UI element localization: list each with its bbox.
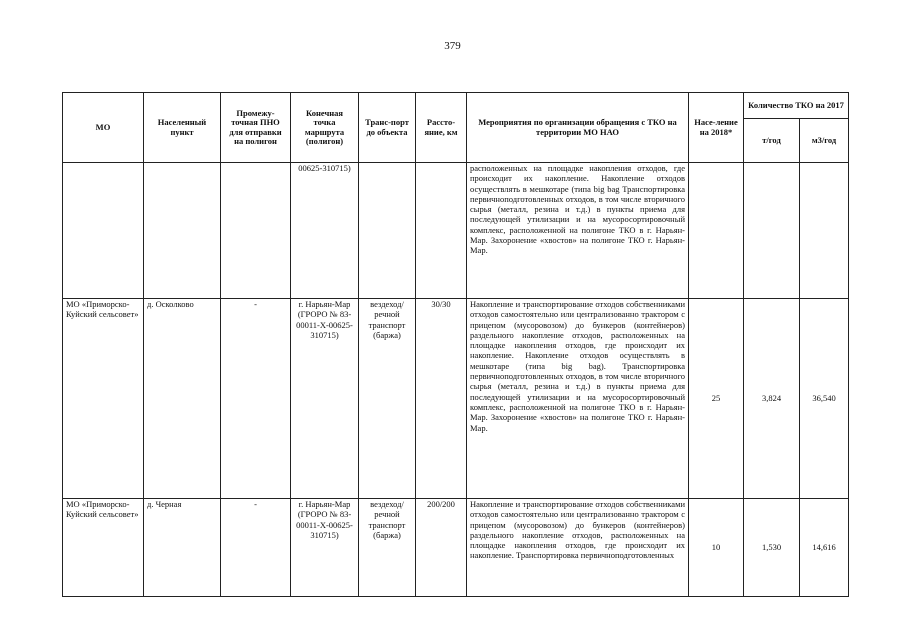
cell-transport: вездеход/ речной транспорт (баржа) bbox=[359, 299, 416, 499]
cell-tons: 3,824 bbox=[744, 299, 800, 499]
cell-distance bbox=[416, 163, 467, 299]
header-measures: Мероприятия по организации обращения с ТКО на территории МО НАО bbox=[467, 93, 689, 163]
cell-settlement bbox=[144, 163, 221, 299]
cell-measures: Накопление и транспортирование отходов собственниками отходов самостоятельно или централизованно трактором с прицепом (мусоровозом) до бункеров (контейнеров) раздельного накопление отходов, расположенных на площадке накопления отходов, где происходит их накопление. Накопление отходов осуществлять в мешкотаре (типа big bag). Транспортировка первичноподготовленных отходов, в том числе вторичного сырья (металл, резина и т.д.) в пункты приема для последующей утилизации и на мусоросортировочный комплекс, расположенной на полигоне ТКО в г. Нарьян-Мар. Захоронение «хвостов» на полигоне ТКО г. Нарьян-Мар. bbox=[467, 299, 689, 499]
cell-transport: вездеход/ речной транспорт (баржа) bbox=[359, 499, 416, 597]
header-tons: т/год bbox=[744, 119, 800, 163]
cell-population: 10 bbox=[689, 499, 744, 597]
cell-endpoint: 00625-310715) bbox=[291, 163, 359, 299]
cell-tons bbox=[744, 163, 800, 299]
cell-endpoint: г. Нарьян-Мар (ГРОРО № 83-00011-Х-00625-310715) bbox=[291, 299, 359, 499]
header-population: Насе-ление на 2018* bbox=[689, 93, 744, 163]
cell-mo: МО «Приморско-Куйский сельсовет» bbox=[63, 499, 144, 597]
cell-m3 bbox=[800, 163, 849, 299]
cell-mo: МО «Приморско-Куйский сельсовет» bbox=[63, 299, 144, 499]
cell-settlement: д. Черная bbox=[144, 499, 221, 597]
cell-intermediate: - bbox=[221, 499, 291, 597]
header-endpoint: Конечная точка маршрута (полигон) bbox=[291, 93, 359, 163]
cell-population bbox=[689, 163, 744, 299]
cell-endpoint: г. Нарьян-Мар (ГРОРО № 83-00011-Х-00625-310715) bbox=[291, 499, 359, 597]
cell-measures: расположенных на площадке накопления отходов, где происходит их накопление. Накопление отходов осуществлять в мешкотаре (типа big bag Транспортировка первичноподготовленных отходов, в том числе вторичного сырья (металл, резина и т.д.) в пункты приема для последующей утилизации и на мусоросортировочный комплекс, расположенной на полигоне ТКО в г. Нарьян-Мар. Захоронение «хвостов» на полигоне ТКО г. Нарьян-Мар. bbox=[467, 163, 689, 299]
page-number: 379 bbox=[444, 40, 461, 52]
cell-population: 25 bbox=[689, 299, 744, 499]
header-transport: Транс-порт до объекта bbox=[359, 93, 416, 163]
header-quantity: Количество ТКО на 2017 bbox=[744, 93, 849, 119]
header-row bbox=[63, 93, 849, 119]
header-intermediate: Промежу-точная ПНО для отправки на полигон bbox=[221, 93, 291, 163]
cell-m3: 36,540 bbox=[800, 299, 849, 499]
header-mo: МО bbox=[63, 93, 144, 163]
table-row bbox=[63, 299, 849, 499]
cell-distance: 30/30 bbox=[416, 299, 467, 499]
cell-settlement: д. Осколково bbox=[144, 299, 221, 499]
cell-measures: Накопление и транспортирование отходов собственниками отходов самостоятельно или централизованно трактором с прицепом (мусоровозом) до бункеров (контейнеров) раздельного накопление отходов, расположенных на площадке накопления отходов, где происходит их накопление. Транспортировка первичноподготовленных bbox=[467, 499, 689, 597]
tko-table bbox=[62, 92, 849, 597]
cell-tons: 1,530 bbox=[744, 499, 800, 597]
header-settlement: Населенный пункт bbox=[144, 93, 221, 163]
cell-distance: 200/200 bbox=[416, 499, 467, 597]
cell-mo bbox=[63, 163, 144, 299]
table-row bbox=[63, 499, 849, 597]
cell-intermediate: - bbox=[221, 299, 291, 499]
table-row bbox=[63, 163, 849, 299]
header-distance: Рассто-яние, км bbox=[416, 93, 467, 163]
header-m3: м3/год bbox=[800, 119, 849, 163]
cell-m3: 14,616 bbox=[800, 499, 849, 597]
cell-transport bbox=[359, 163, 416, 299]
cell-intermediate bbox=[221, 163, 291, 299]
